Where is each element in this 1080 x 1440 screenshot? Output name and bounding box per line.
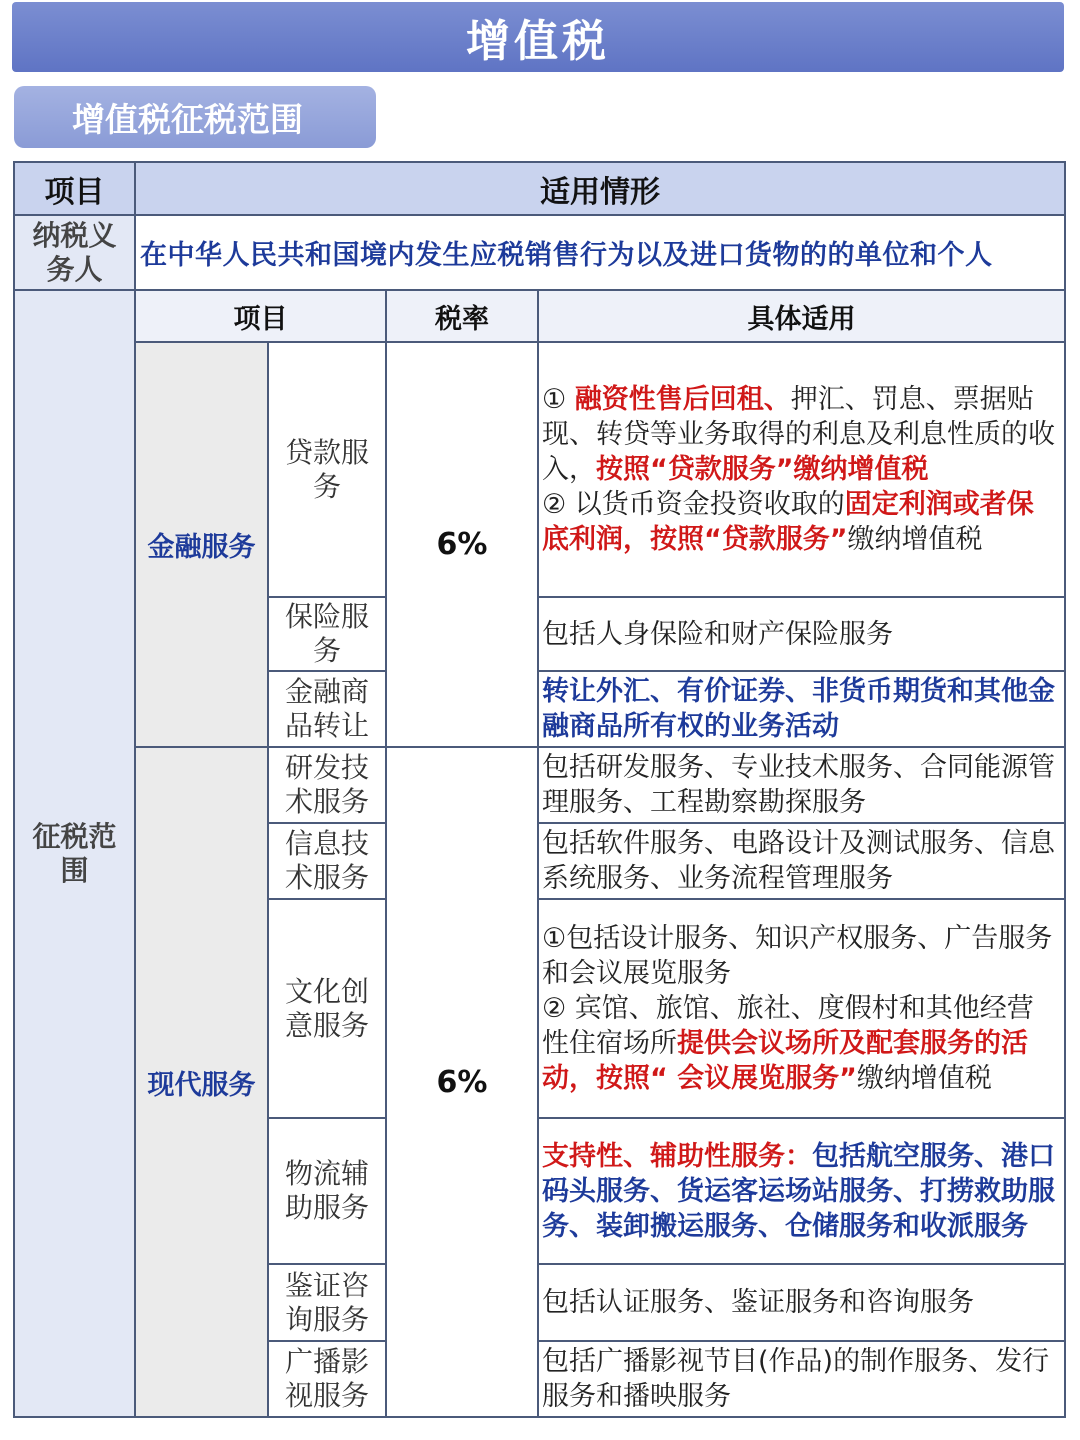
item-cell: 广播影视服务 (268, 1341, 386, 1417)
detail-text: ② 以货币资金投资收取的 (542, 489, 845, 520)
category-financial: 金融服务 (135, 342, 268, 747)
detail-text: 押汇、罚息、票据贴现、转贷等业务取得的利息及利息性质的收入， (542, 384, 1055, 485)
detail-cell (538, 1118, 1065, 1264)
detail-text: ① (542, 384, 575, 415)
detail-text: 缴纳增值税 (856, 1063, 992, 1094)
item-cell: 保险服务 (268, 597, 386, 671)
section-title: 增值税征税范围 (72, 99, 303, 139)
table-row (14, 747, 1065, 823)
detail-cell (538, 597, 1065, 671)
item-cell: 贷款服务 (268, 342, 386, 597)
item-cell: 物流辅助服务 (268, 1118, 386, 1264)
detail-text: 包括人身保险和财产保险服务 (542, 618, 893, 650)
rate-modern: 6% (386, 747, 538, 1417)
detail-text: 包括研发服务、专业技术服务、合同能源管理服务、工程勘察勘探服务 (542, 752, 1055, 818)
item-cell: 文化创意服务 (268, 899, 386, 1118)
sub-header-row (14, 290, 1065, 342)
sub-header-rate: 税率 (386, 290, 538, 342)
taxpayer-definition: 在中华人民共和国境内发生应税销售行为以及进口货物的的单位和个人 (135, 215, 1065, 290)
detail-text: 缴纳增值税 (847, 524, 983, 555)
page-title: 增值税 (12, 2, 1064, 72)
taxpayer-row (14, 215, 1065, 290)
item-cell: 研发技术服务 (268, 747, 386, 823)
detail-text: 提供会议场所及配套服务的活动，按照“ 会议展览服务” (542, 1028, 1028, 1094)
detail-cell (538, 899, 1065, 1118)
category-modern: 现代服务 (135, 747, 268, 1417)
vat-scope-table (13, 161, 1066, 1418)
detail-cell (538, 342, 1065, 597)
detail-text: ①包括设计服务、知识产权服务、广告服务和会议展览服务 (542, 923, 1053, 989)
detail-text: 转让外汇、有价证券、非货币期货和其他金融商品所有权的业务活动 (542, 676, 1055, 742)
detail-cell (538, 1341, 1065, 1417)
detail-text: 融资性售后回租、 (574, 384, 791, 415)
detail-text: 包括广播影视节目(作品)的制作服务、发行服务和播映服务 (542, 1346, 1050, 1412)
detail-text: ② 宾馆、旅馆、旅社、度假村和其他经营性住宿场所 (542, 993, 1034, 1059)
section-tab (14, 86, 376, 148)
detail-cell (538, 1264, 1065, 1341)
sub-header-detail: 具体适用 (538, 290, 1065, 342)
scope-label: 征税范围 (14, 290, 135, 1417)
header-scope: 适用情形 (135, 162, 1065, 215)
detail-cell (538, 823, 1065, 899)
detail-text: 固定利润或者保底利润，按照“贷款服务” (542, 489, 1034, 555)
detail-text: 包括认证服务、鉴证服务和咨询服务 (542, 1287, 974, 1318)
detail-text: 按照“贷款服务”缴纳增值税 (596, 454, 929, 485)
sub-header-item: 项目 (135, 290, 386, 342)
item-cell: 金融商品转让 (268, 671, 386, 747)
detail-text: 支持性、辅助性服务： (542, 1140, 812, 1172)
table-header-row (14, 162, 1065, 215)
detail-cell (538, 671, 1065, 747)
item-cell: 鉴证咨询服务 (268, 1264, 386, 1341)
table-row (14, 342, 1065, 597)
taxpayer-label: 纳税义务人 (14, 215, 135, 290)
detail-cell (538, 747, 1065, 823)
detail-text: 包括航空服务、港口码头服务、货运客运场站服务、打捞救助服务、装卸搬运服务、仓储服务和收派服务 (542, 1140, 1055, 1242)
item-cell: 信息技术服务 (268, 823, 386, 899)
detail-text: 包括软件服务、电路设计及测试服务、信息系统服务、业务流程管理服务 (542, 828, 1055, 894)
header-item: 项目 (14, 162, 135, 215)
rate-financial: 6% (386, 342, 538, 747)
